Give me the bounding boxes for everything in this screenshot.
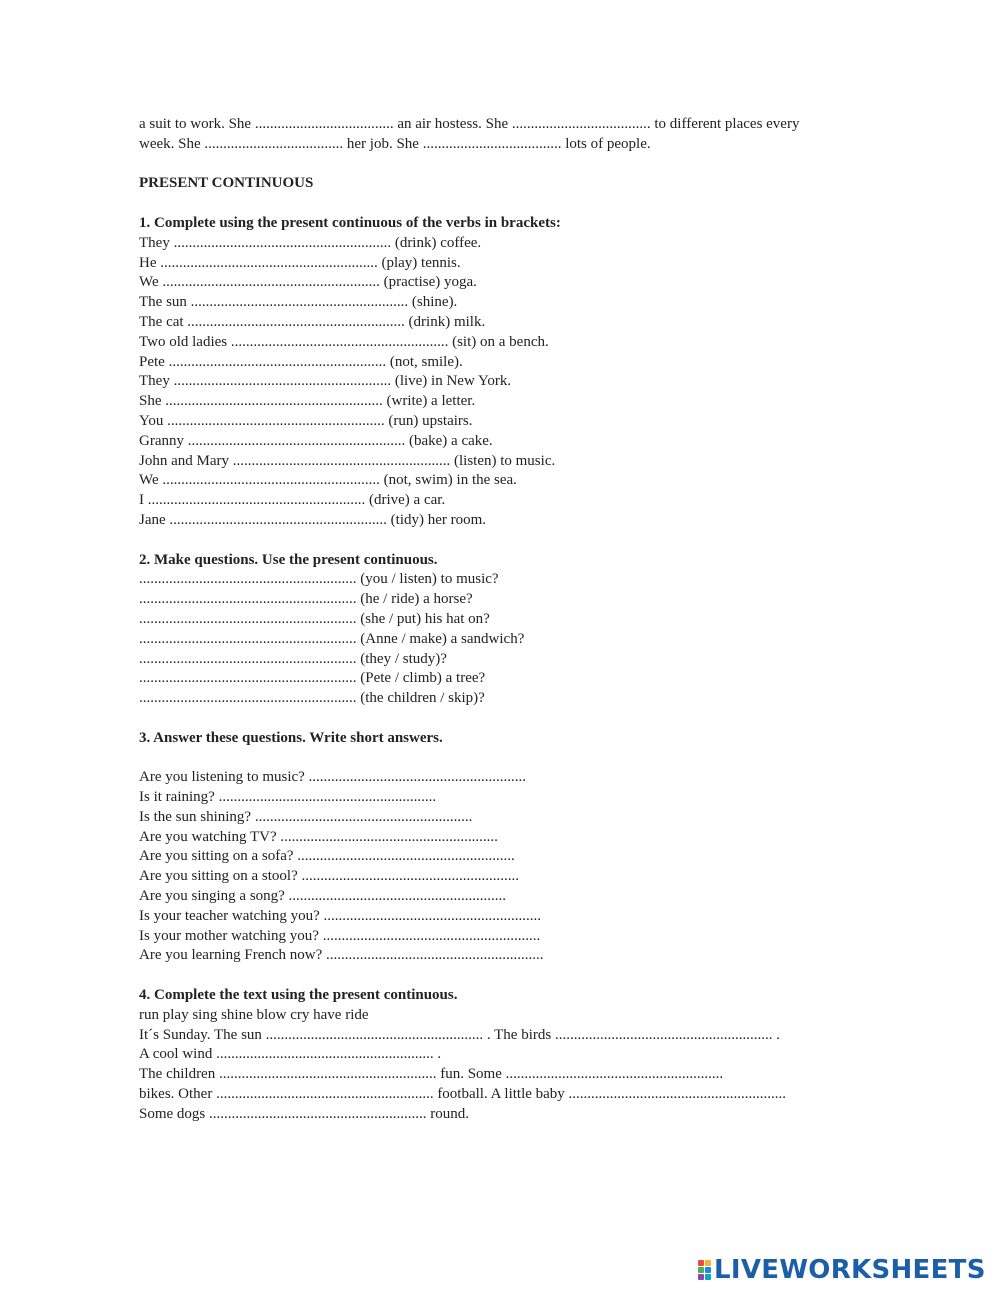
- liveworksheets-logo: [698, 1256, 986, 1284]
- logo-blocks-icon: [698, 1260, 711, 1280]
- exercise-item[interactable]: Is your mother watching you? ..........................................................: [139, 927, 541, 944]
- exercise-item[interactable]: Are you listening to music? ..........................................................: [139, 769, 527, 786]
- exercise-item[interactable]: The sun .......................................................... (shine).: [139, 294, 458, 311]
- exercise-item[interactable]: It´s Sunday. The sun .......................................................... . The birds .......................................................... .: [139, 1026, 780, 1043]
- exercise-item[interactable]: Is the sun shining? ..........................................................: [139, 808, 473, 825]
- logo-text: LIVEWORKSHEETS: [714, 1255, 986, 1285]
- exercise-heading: 2. Make questions. Use the present continuous.: [139, 551, 438, 568]
- intro-block: [139, 115, 869, 155]
- logo-block: [705, 1267, 711, 1273]
- exercise-item[interactable]: Is it raining? ..........................................................: [139, 789, 437, 806]
- exercise-item[interactable]: You .......................................................... (run) upstairs.: [139, 412, 473, 429]
- exercise-4: [139, 986, 869, 1125]
- exercise-3: [139, 729, 869, 967]
- exercise-item[interactable]: John and Mary .......................................................... (listen) to music.: [139, 452, 556, 469]
- intro-line: week. She ..................................... her job. She ..................................... lots of people.: [139, 135, 651, 152]
- exercise-item[interactable]: We .......................................................... (not, swim) in the sea.: [139, 472, 517, 489]
- exercise-item[interactable]: Pete .......................................................... (not, smile).: [139, 353, 463, 370]
- exercise-item[interactable]: He .......................................................... (play) tennis.: [139, 254, 461, 271]
- exercise-item[interactable]: Are you sitting on a sofa? ..........................................................: [139, 848, 515, 865]
- exercise-item[interactable]: Two old ladies .......................................................... (sit) on a bench.: [139, 333, 549, 350]
- exercise-item[interactable]: I .......................................................... (drive) a car.: [139, 492, 446, 509]
- exercise-item[interactable]: Are you sitting on a stool? ..........................................................: [139, 868, 519, 885]
- exercise-item[interactable]: .......................................................... (she / put) his hat on?: [139, 610, 490, 627]
- intro-line: a suit to work. She ..................................... an air hostess. She ..................................... to different places every: [139, 116, 800, 132]
- exercise-item[interactable]: They .......................................................... (live) in New York.: [139, 373, 512, 390]
- exercise-item[interactable]: .......................................................... (Anne / make) a sandwich?: [139, 630, 525, 647]
- exercise-item[interactable]: Are you learning French now? ..........................................................: [139, 947, 544, 964]
- exercise-item[interactable]: They .......................................................... (drink) coffee.: [139, 234, 482, 251]
- word-bank: run play sing shine blow cry have ride: [139, 1006, 369, 1023]
- logo-block: [698, 1260, 704, 1266]
- exercise-1: [139, 214, 869, 531]
- exercise-2: [139, 551, 869, 709]
- exercise-item[interactable]: Is your teacher watching you? ..........................................................: [139, 907, 542, 924]
- exercise-item[interactable]: .......................................................... (he / ride) a horse?: [139, 591, 473, 608]
- logo-block: [705, 1274, 711, 1280]
- exercise-item[interactable]: She .......................................................... (write) a letter.: [139, 393, 476, 410]
- exercise-item[interactable]: .......................................................... (they / study)?: [139, 650, 447, 667]
- exercise-heading: 3. Answer these questions. Write short answers.: [139, 729, 443, 746]
- exercise-item[interactable]: .......................................................... (you / listen) to music?: [139, 571, 499, 588]
- section-title: PRESENT CONTINUOUS: [139, 175, 314, 192]
- exercise-item[interactable]: .......................................................... (the children / skip)?: [139, 690, 485, 707]
- logo-block: [698, 1267, 704, 1273]
- logo-block: [705, 1260, 711, 1266]
- exercise-item[interactable]: Are you singing a song? ..........................................................: [139, 888, 507, 905]
- exercise-item[interactable]: We .......................................................... (practise) yoga.: [139, 274, 477, 291]
- exercise-item[interactable]: .......................................................... (Pete / climb) a tree?: [139, 670, 486, 687]
- logo-block: [698, 1274, 704, 1280]
- exercise-heading: 1. Complete using the present continuous of the verbs in brackets:: [139, 214, 561, 231]
- exercise-heading: 4. Complete the text using the present continuous.: [139, 987, 458, 1004]
- exercise-item[interactable]: Some dogs .......................................................... round.: [139, 1105, 469, 1122]
- exercise-item[interactable]: A cool wind .......................................................... .: [139, 1046, 442, 1063]
- worksheet: [139, 115, 869, 1125]
- exercise-item[interactable]: Are you watching TV? ..........................................................: [139, 828, 498, 845]
- exercise-item[interactable]: The cat .......................................................... (drink) milk.: [139, 313, 486, 330]
- exercise-item[interactable]: The children .......................................................... fun. Some ..........................................................: [139, 1066, 724, 1083]
- exercise-item[interactable]: bikes. Other .......................................................... football. A little baby ..........................................................: [139, 1086, 787, 1103]
- exercise-item[interactable]: Granny .......................................................... (bake) a cake.: [139, 432, 493, 449]
- exercise-item[interactable]: Jane .......................................................... (tidy) her room.: [139, 511, 487, 528]
